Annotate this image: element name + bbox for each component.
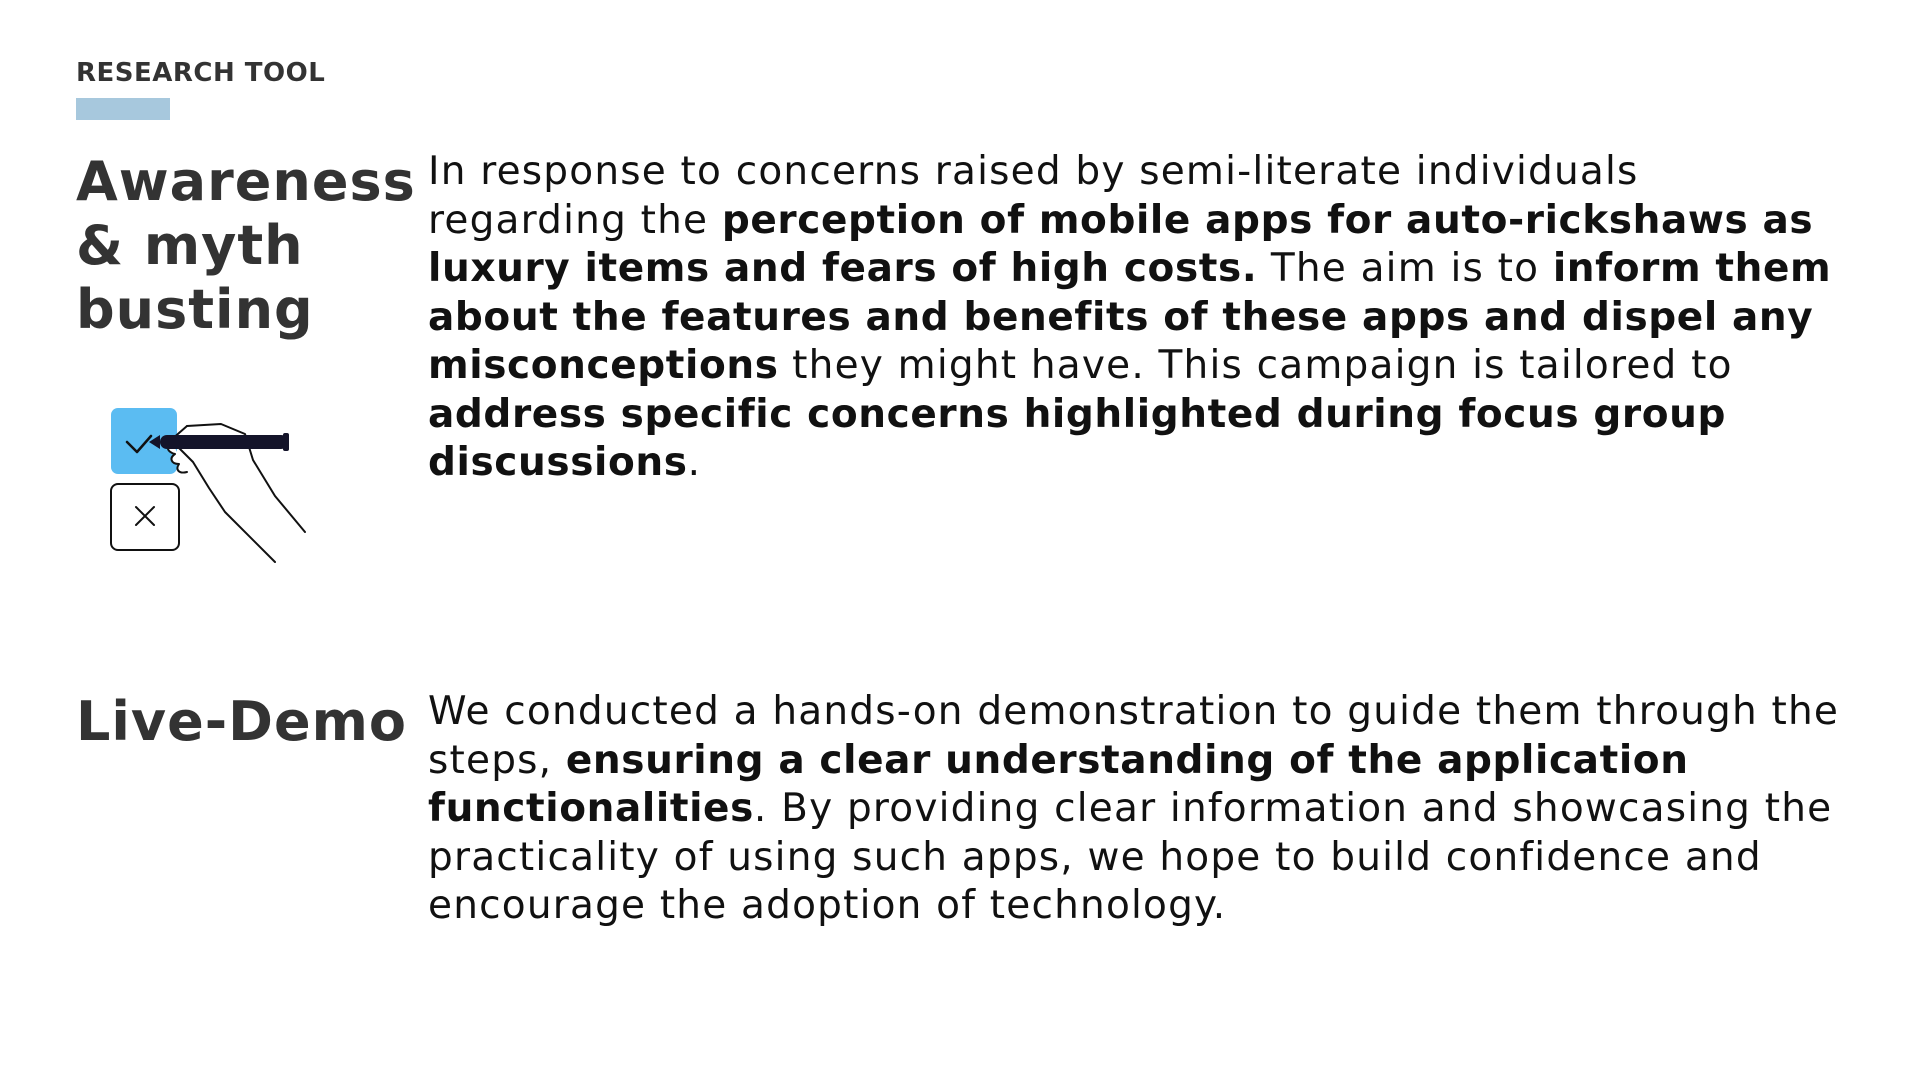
eyebrow-label: RESEARCH TOOL	[76, 58, 326, 88]
body-text-emphasis: perception of mobile apps for auto-rickshaws as luxury items and fears of high costs.	[428, 197, 1814, 291]
eyebrow-accent-bar	[76, 98, 170, 120]
body-text-segment: .	[687, 440, 702, 485]
pen-icon	[160, 435, 288, 449]
body-text-segment: . By providing clear information and showcasing the practicality of using such apps, we hope to build confidence and encourage the adoption of technology.	[428, 786, 1833, 928]
section-body-live-demo	[428, 688, 1848, 931]
body-text-emphasis: address specific concerns highlighted during focus group discussions	[428, 391, 1726, 485]
section-heading-awareness: Awareness & myth busting	[76, 150, 416, 341]
body-text-emphasis: ensuring a clear understanding of the application functionalities	[428, 737, 1689, 831]
body-text-segment: The aim is to	[1257, 246, 1553, 291]
body-text-emphasis: inform them about the features and benefits of these apps and dispel any misconceptions	[428, 246, 1832, 388]
body-text-segment: they might have. This campaign is tailored to	[778, 343, 1733, 388]
checkbox-selection-icon	[105, 400, 315, 570]
section-body-awareness	[428, 148, 1848, 488]
body-text-segment: In response to concerns raised by semi-literate individuals regarding the	[428, 149, 1639, 243]
section-heading-live-demo: Live-Demo	[76, 690, 407, 753]
body-text-segment: We conducted a hands-on demonstration to guide them through the steps,	[428, 689, 1840, 783]
